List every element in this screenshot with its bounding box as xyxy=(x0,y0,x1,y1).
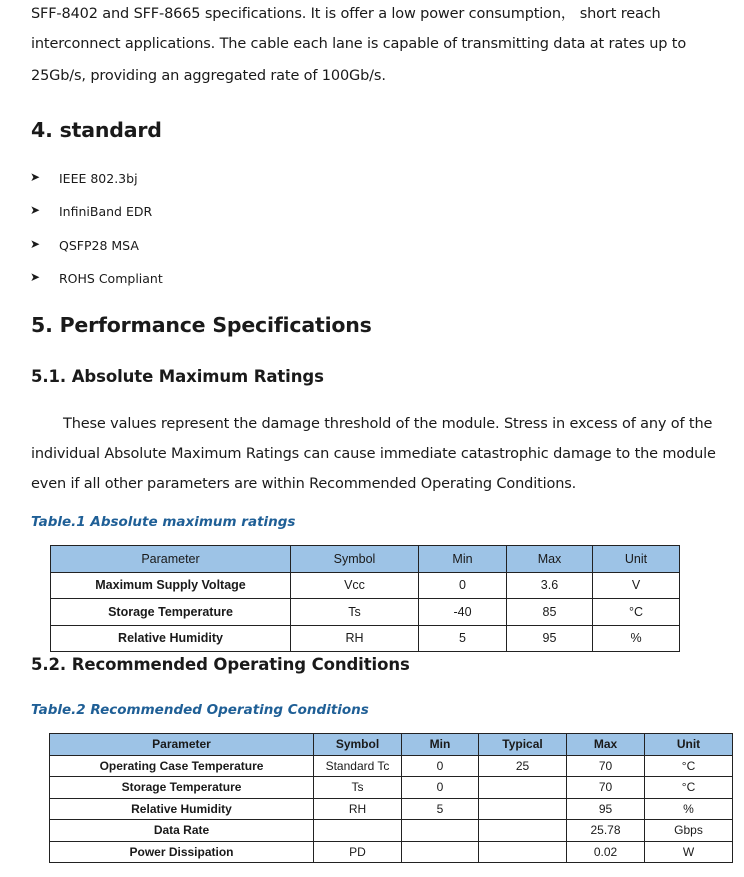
typical-cell: 25 xyxy=(479,755,567,777)
parameter-cell: Relative Humidity xyxy=(50,798,314,820)
unit-cell: V xyxy=(593,572,680,599)
header-cell: Unit xyxy=(593,546,680,573)
symbol-cell: Standard Tc xyxy=(314,755,402,777)
symbol-cell xyxy=(314,820,402,842)
abs-para-line-1: These values represent the damage threshold of the module. Stress in excess of any of the xyxy=(63,416,713,432)
section-heading-standard: 4. standard xyxy=(31,118,162,142)
table-caption-2: Table.2 Recommended Operating Conditions xyxy=(31,702,369,718)
table-row xyxy=(50,755,733,777)
list-item-label: InfiniBand EDR xyxy=(59,204,153,219)
header-cell: Max xyxy=(507,546,593,573)
arrowhead-bullet-icon: ➤ xyxy=(30,237,41,251)
header-cell: Parameter xyxy=(51,546,291,573)
table-row xyxy=(50,798,733,820)
unit-cell: °C xyxy=(645,777,733,799)
unit-cell: % xyxy=(645,798,733,820)
max-cell: 0.02 xyxy=(567,841,645,863)
symbol-cell: Ts xyxy=(291,599,419,626)
typical-cell xyxy=(479,820,567,842)
header-cell: Unit xyxy=(645,734,733,756)
header-cell: Typical xyxy=(479,734,567,756)
unit-cell: % xyxy=(593,625,680,652)
typical-cell xyxy=(479,798,567,820)
typical-cell xyxy=(479,777,567,799)
abs-para-line-3: even if all other parameters are within Recommended Operating Conditions. xyxy=(31,476,577,492)
max-cell: 25.78 xyxy=(567,820,645,842)
header-cell: Min xyxy=(402,734,479,756)
recommended-operating-conditions-table xyxy=(49,733,733,863)
parameter-cell: Relative Humidity xyxy=(51,625,291,652)
min-cell: 0 xyxy=(419,572,507,599)
header-cell: Symbol xyxy=(314,734,402,756)
table-row xyxy=(51,625,680,652)
symbol-cell: PD xyxy=(314,841,402,863)
max-cell: 70 xyxy=(567,777,645,799)
symbol-cell: Ts xyxy=(314,777,402,799)
parameter-cell: Storage Temperature xyxy=(50,777,314,799)
intro-line-2: interconnect applications. The cable each lane is capable of transmitting data at rates up to xyxy=(31,36,687,52)
min-cell: 0 xyxy=(402,755,479,777)
table-header-row xyxy=(51,546,680,573)
symbol-cell: Vcc xyxy=(291,572,419,599)
max-cell: 85 xyxy=(507,599,593,626)
list-item-label: ROHS Compliant xyxy=(59,271,163,286)
parameter-cell: Data Rate xyxy=(50,820,314,842)
max-cell: 95 xyxy=(507,625,593,652)
table-row xyxy=(50,841,733,863)
unit-cell: °C xyxy=(593,599,680,626)
min-cell xyxy=(402,820,479,842)
max-cell: 70 xyxy=(567,755,645,777)
min-cell: 0 xyxy=(402,777,479,799)
section-heading-performance: 5. Performance Specifications xyxy=(31,313,372,337)
arrowhead-bullet-icon: ➤ xyxy=(30,170,41,184)
absolute-max-ratings-table xyxy=(50,545,680,652)
max-cell: 3.6 xyxy=(507,572,593,599)
max-cell: 95 xyxy=(567,798,645,820)
abs-para-line-2: individual Absolute Maximum Ratings can cause immediate catastrophic damage to the module xyxy=(31,446,716,462)
arrowhead-bullet-icon: ➤ xyxy=(30,203,41,217)
min-cell: -40 xyxy=(419,599,507,626)
symbol-cell: RH xyxy=(314,798,402,820)
table-row xyxy=(50,777,733,799)
intro-line-1: SFF-8402 and SFF-8665 specifications. It is offer a low power consumption， short reach xyxy=(31,6,661,22)
table-row xyxy=(51,599,680,626)
table-row xyxy=(51,572,680,599)
subsection-heading-absolute-max: 5.1. Absolute Maximum Ratings xyxy=(31,367,324,386)
header-cell: Parameter xyxy=(50,734,314,756)
parameter-cell: Operating Case Temperature xyxy=(50,755,314,777)
list-item-label: QSFP28 MSA xyxy=(59,238,139,253)
typical-cell xyxy=(479,841,567,863)
table-caption-1: Table.1 Absolute maximum ratings xyxy=(31,514,296,530)
unit-cell: °C xyxy=(645,755,733,777)
subsection-heading-recommended: 5.2. Recommended Operating Conditions xyxy=(31,655,410,674)
list-item-label: IEEE 802.3bj xyxy=(59,171,138,186)
unit-cell: Gbps xyxy=(645,820,733,842)
parameter-cell: Power Dissipation xyxy=(50,841,314,863)
unit-cell: W xyxy=(645,841,733,863)
arrowhead-bullet-icon: ➤ xyxy=(30,270,41,284)
header-cell: Max xyxy=(567,734,645,756)
parameter-cell: Maximum Supply Voltage xyxy=(51,572,291,599)
table-header-row xyxy=(50,734,733,756)
min-cell: 5 xyxy=(402,798,479,820)
intro-line-3: 25Gb/s, providing an aggregated rate of 100Gb/s. xyxy=(31,68,386,84)
parameter-cell: Storage Temperature xyxy=(51,599,291,626)
header-cell: Min xyxy=(419,546,507,573)
table-row xyxy=(50,820,733,842)
header-cell: Symbol xyxy=(291,546,419,573)
min-cell xyxy=(402,841,479,863)
min-cell: 5 xyxy=(419,625,507,652)
symbol-cell: RH xyxy=(291,625,419,652)
